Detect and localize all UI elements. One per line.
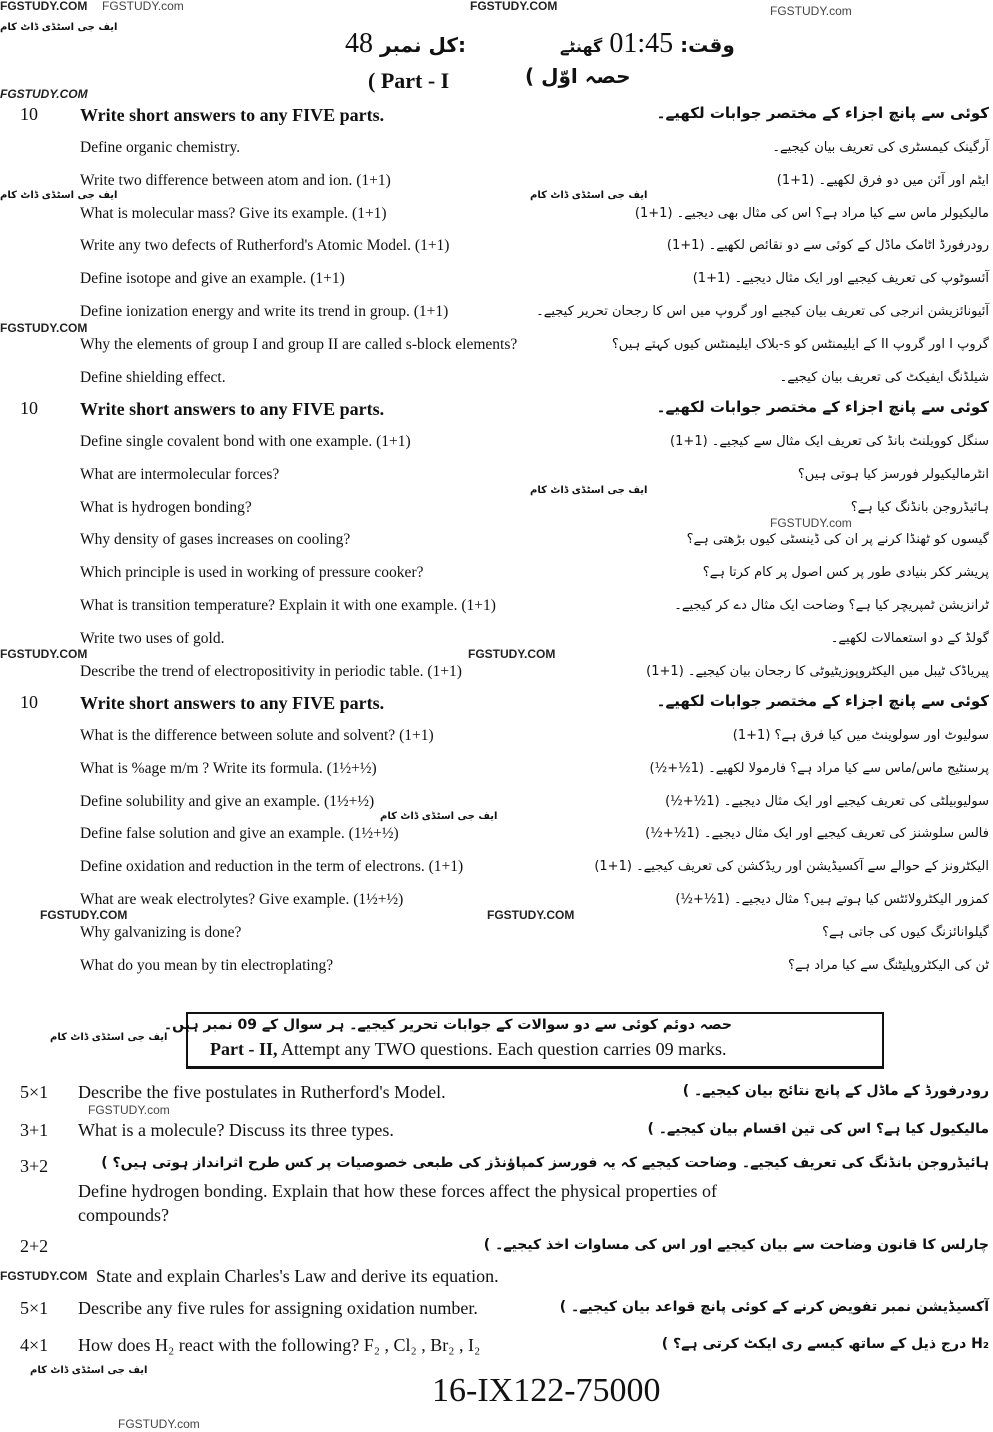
question-marks: 3+2: [20, 1156, 49, 1176]
watermark: FGSTUDY.com: [88, 1103, 170, 1117]
question-instruction-en: Write short answers to any FIVE parts.: [80, 693, 385, 713]
question-en: Define hydrogen bonding. Explain that how these forces affect the physical properties of: [78, 1181, 717, 1201]
watermark: FGSTUDY.COM: [0, 1269, 88, 1283]
question-part-ur: گیسوں کو ٹھنڈا کرنے پر ان کی ڈینسٹی کیوں بڑھتی ہے؟: [686, 532, 989, 548]
question-part-en: Write two difference between atom and ion. (1+1): [80, 171, 391, 189]
watermark: FGSTUDY.com: [118, 1417, 200, 1431]
question-marks: 5×1: [20, 1298, 49, 1318]
question-part-en: Define organic chemistry.: [80, 139, 241, 156]
watermark-urdu: ایف جی اسٹڈی ڈاٹ کام: [0, 22, 118, 33]
question-ur: H₂ درج ذیل کے ساتھ کیسے ری ایکٹ کرتی ہے؟ ): [661, 1336, 989, 1352]
question-ur: آکسیڈیشن نمبر تفویض کرنے کے کوئی پانچ قواعد بیان کیجیے۔ ): [559, 1299, 989, 1315]
question-instruction-ur: کوئی سے پانچ اجزاء کے مختصر جوابات لکھیے۔: [656, 692, 989, 710]
question-part-en: Write two uses of gold.: [80, 629, 225, 647]
question-en: State and explain Charles's Law and derive its equation.: [96, 1266, 499, 1286]
question-part-ur: ٹن کی الیکٹروپلیٹنگ سے کیا مراد ہے؟: [788, 957, 989, 973]
question-part-en: Why density of gases increases on cooling?: [80, 531, 351, 549]
question-part-en: What are intermolecular forces?: [80, 465, 280, 483]
watermark-urdu: ایف جی اسٹڈی ڈاٹ کام: [530, 485, 648, 496]
question-part-en: What is %age m/m ? Write its formula. (1½+½): [80, 759, 377, 777]
question-marks: 3+1: [20, 1120, 49, 1140]
part-2-instructions-ur: حصہ دوئم کوئی سے دو سوالات کے جوابات تحریر کیجیے۔ ہر سوال کے 09 نمبر ہیں۔: [163, 1017, 732, 1033]
marks-value: 48: [345, 28, 373, 59]
question-marks: 10: [20, 692, 38, 712]
part-title-en: ( Part - I: [368, 68, 450, 93]
question-ur: مالیکیول کیا ہے؟ اس کی تین اقسام بیان کیجیے۔ ): [647, 1121, 989, 1137]
question-part-ur: کمزور الیکٹرولائٹس کیا ہوتے ہیں؟ مثال دیجیے۔ (1½+½): [675, 892, 989, 907]
question-part-ur: انٹرمالیکیولر فورسز کیا ہوتی ہیں؟: [797, 466, 989, 482]
watermark: FGSTUDY.COM: [0, 0, 88, 13]
marks-label: کل نمبر:: [380, 33, 466, 57]
question-part-ur: گولڈ کے دو استعمالات لکھیے۔: [830, 630, 989, 646]
question-part-ur: سولیوبیلٹی کی تعریف کیجیے اور ایک مثال دیجیے۔ (1½+½): [665, 793, 989, 809]
question-part-en: Which principle is used in working of pressure cooker?: [80, 564, 424, 582]
watermark-urdu: ایف جی اسٹڈی ڈاٹ کام: [530, 190, 648, 201]
question-part-en: What is hydrogen bonding?: [80, 498, 252, 516]
part-2-instructions: [163, 1012, 884, 1069]
question-instruction-ur: کوئی سے پانچ اجزاء کے مختصر جوابات لکھیے۔: [656, 398, 989, 416]
question-marks: 5×1: [20, 1082, 49, 1102]
part-2-text: Attempt any TWO questions. Each question carries 09 marks.: [277, 1039, 727, 1059]
question-en: Describe the five postulates in Rutherford's Model.: [78, 1082, 446, 1102]
watermark: FGSTUDY.COM: [40, 908, 128, 922]
time-label: وقت:: [680, 33, 735, 57]
time-allowed: [560, 28, 735, 60]
watermark: FGSTUDY.COM: [487, 908, 575, 922]
question-part-ur: پیریاڈک ٹیبل میں الیکٹروپوزیٹیوٹی کا رجحان بیان کیجیے۔ (1+1): [646, 663, 989, 679]
question-part-en: Define false solution and give an example. (1½+½): [80, 825, 399, 843]
question-marks: 4×1: [20, 1335, 49, 1355]
question-part-ur: رودرفورڈ اٹامک ماڈل کے کوئی سے دو نقائص لکھیے۔ (1+1): [666, 238, 989, 254]
question-part-en: Define isotope and give an example. (1+1): [80, 270, 345, 288]
question-part-en: Define ionization energy and write its trend in group. (1+1): [80, 303, 449, 320]
watermark: FGSTUDY.COM: [0, 87, 88, 101]
question-part-en: Describe the trend of electropositivity in periodic table. (1+1): [80, 662, 462, 680]
watermark: FGSTUDY.COM: [0, 647, 88, 661]
question-part-ur: آرگینک کیمسٹری کی تعریف بیان کیجیے۔: [772, 140, 989, 155]
watermark: FGSTUDY.com: [770, 4, 852, 18]
question-part-en: Define oxidation and reduction in the term of electrons. (1+1): [80, 858, 464, 876]
question-part-en: What do you mean by tin electroplating?: [80, 956, 334, 974]
question-part-ur: سنگل کوویلنٹ بانڈ کی تعریف ایک مثال سے کیجیے۔ (1+1): [670, 434, 989, 449]
question-part-ur: آئسوٹوپ کی تعریف کیجیے اور ایک مثال دیجیے۔ (1+1): [692, 271, 989, 287]
watermark-urdu: ایف جی اسٹڈی ڈاٹ کام: [380, 811, 498, 822]
watermark: FGSTUDY.COM: [470, 0, 558, 13]
question-part-ur: ہائیڈروجن بانڈنگ کیا ہے؟: [850, 499, 989, 515]
question-part-ur: پریشر ککر بنیادی طور پر کس اصول پر کام کرتا ہے؟: [702, 565, 989, 581]
paper-code: 16-IX122-75000: [432, 1372, 661, 1409]
question-part-ur: سولیوٹ اور سولوینٹ میں کیا فرق ہے؟ (1+1): [732, 728, 989, 743]
time-unit: گھنٹے: [560, 37, 603, 56]
question-en: Describe any five rules for assigning oxidation number.: [78, 1298, 478, 1318]
watermark: FGSTUDY.COM: [0, 321, 88, 335]
question-marks: 10: [20, 398, 38, 418]
question-part-ur: گروپ I اور گروپ II کے ایلیمنٹس کو s-بلاک ایلیمنٹس کیوں کہتے ہیں؟: [611, 336, 989, 352]
watermark: FGSTUDY.com: [770, 516, 852, 530]
question-marks: 10: [20, 104, 38, 124]
question-part-ur: فالس سلوشنز کی تعریف کیجیے اور ایک مثال دیجیے۔ (1½+½): [645, 826, 989, 842]
question-part-en: Write any two defects of Rutherford's Atomic Model. (1+1): [80, 237, 450, 255]
question-part-en: Define shielding effect.: [80, 368, 226, 386]
watermark-urdu: ایف جی اسٹڈی ڈاٹ کام: [30, 1365, 148, 1376]
question-ur: ہائیڈروجن بانڈنگ کی تعریف کیجیے۔ وضاحت کیجیے کہ یہ فورسز کمپاؤنڈز کی طبعی خصوصیات پر کس طرح اثرانداز ہوتی ہیں؟ ): [101, 1155, 989, 1171]
question-part-en: What is transition temperature? Explain it with one example. (1+1): [80, 597, 496, 614]
question-en: What is a molecule? Discuss its three types.: [78, 1120, 394, 1140]
part-2-label: Part - II,: [210, 1039, 278, 1059]
question-part-en: What is the difference between solute and solvent? (1+1): [80, 727, 434, 744]
question-part-ur: ٹرانزیشن ٹمپریچر کیا ہے؟ وضاحت ایک مثال دے کر کیجیے۔: [674, 598, 989, 613]
question-part-ur: الیکٹرونز کے حوالے سے آکسیڈیشن اور ریڈکشن کی تعریف کیجیے۔ (1+1): [594, 859, 989, 875]
part-2-instructions-en: [210, 1039, 727, 1060]
question-part-ur: مالیکیولر ماس سے کیا مراد ہے؟ اس کی مثال بھی دیجیے۔ (1+1): [634, 205, 989, 221]
question-part-ur: آئیونائزیشن انرجی کی تعریف بیان کیجیے اور گروپ میں اس کا رجحان تحریر کیجیے۔: [536, 304, 989, 319]
question-instruction-en: Write short answers to any FIVE parts.: [80, 399, 385, 419]
question-part-en: What is molecular mass? Give its example. (1+1): [80, 204, 387, 222]
question-part-ur: پرسنٹیج ماس/ماس سے کیا مراد ہے؟ فارمولا لکھیے۔ (1½+½): [649, 760, 989, 776]
question-part-en: Define solubility and give an example. (1½+½): [80, 792, 375, 810]
part-title-ur: حصہ اوّل ): [525, 64, 631, 88]
question-ur: چارلس کا قانون وضاحت سے بیان کیجیے اور اس کی مساوات اخذ کیجیے۔ ): [483, 1237, 989, 1253]
watermark-urdu: ایف جی اسٹڈی ڈاٹ کام: [0, 190, 118, 201]
question-part-ur: ایٹم اور آئن میں دو فرق لکھیے۔ (1+1): [776, 172, 989, 188]
question-en: How does H₂ react with the following? F₂ , Cl₂ , Br₂ , I₂: [78, 1335, 481, 1355]
watermark: FGSTUDY.COM: [468, 647, 556, 661]
question-part-ur: گیلوانائزنگ کیوں کی جاتی ہے؟: [822, 924, 989, 940]
question-part-en: Why the elements of group I and group II are called s-block elements?: [80, 335, 518, 353]
question-part-ur: شیلڈنگ ایفیکٹ کی تعریف بیان کیجیے۔: [779, 369, 989, 385]
watermark-urdu: ایف جی اسٹڈی ڈاٹ کام: [50, 1032, 168, 1043]
watermark: FGSTUDY.com: [102, 0, 184, 13]
question-instruction-en: Write short answers to any FIVE parts.: [80, 105, 385, 125]
question-instruction-ur: کوئی سے پانچ اجزاء کے مختصر جوابات لکھیے۔: [656, 104, 989, 122]
question-part-en: Why galvanizing is done?: [80, 923, 242, 941]
question-part-en: Define single covalent bond with one example. (1+1): [80, 433, 411, 450]
question-en-continued: compounds?: [78, 1205, 169, 1225]
question-ur: رودرفورڈ کے ماڈل کے پانچ نتائج بیان کیجیے۔ ): [682, 1083, 989, 1099]
time-value: 01:45: [609, 28, 674, 59]
question-marks: 2+2: [20, 1236, 49, 1256]
question-part-en: What are weak electrolytes? Give example. (1½+½): [80, 891, 404, 908]
total-marks: [345, 28, 466, 60]
